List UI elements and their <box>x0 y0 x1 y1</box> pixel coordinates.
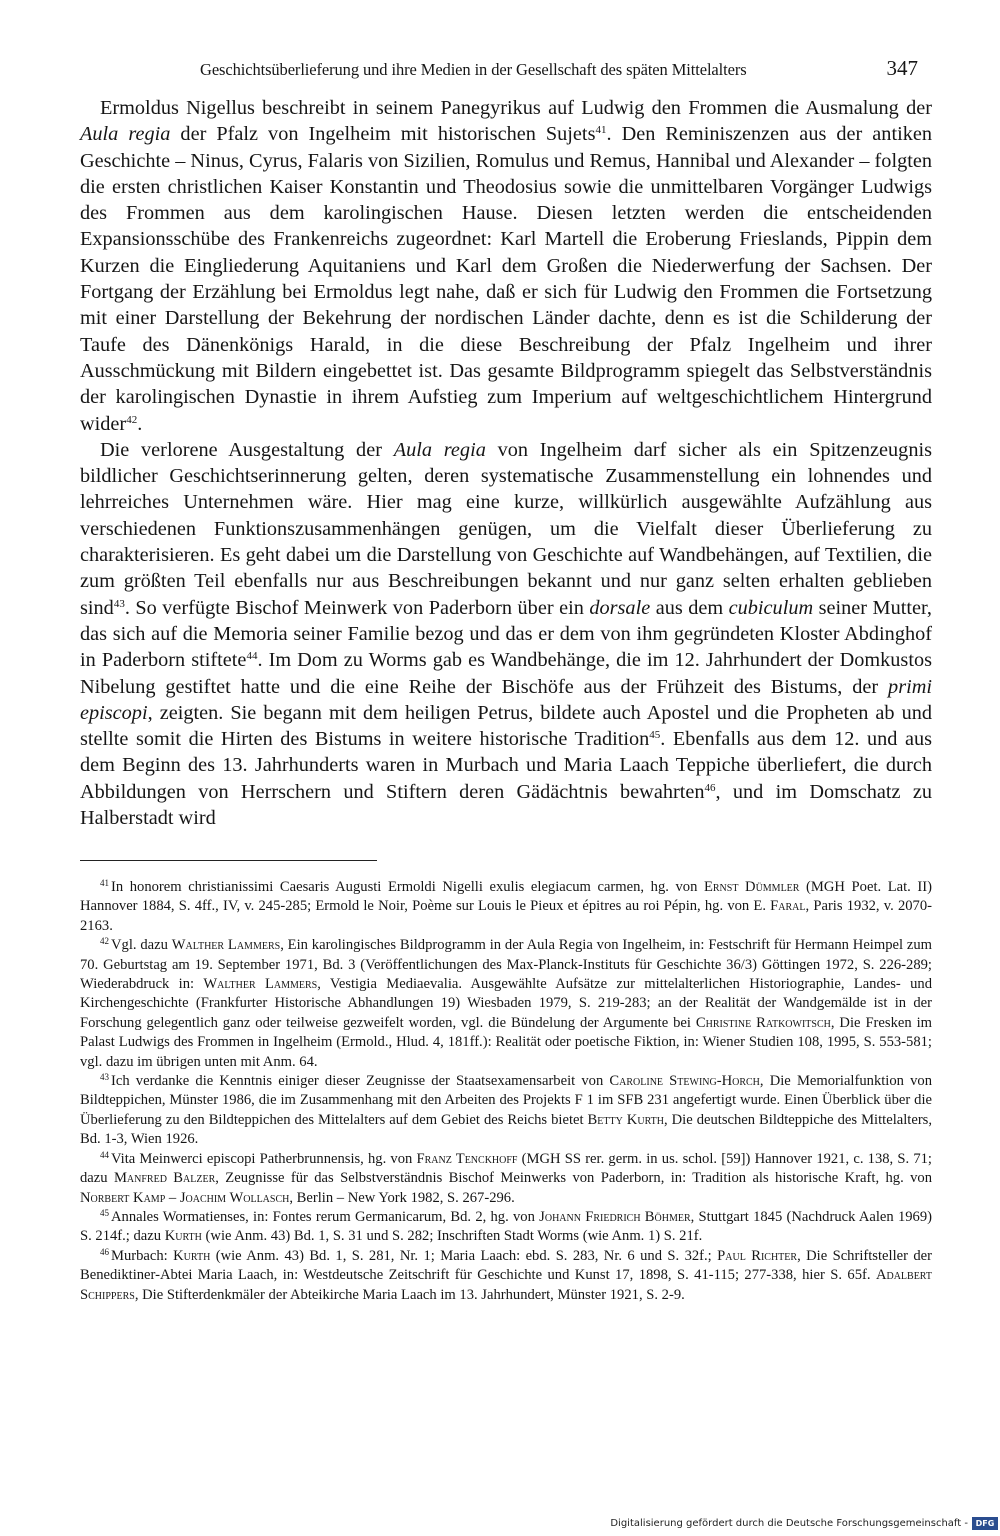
dfg-logo-icon: DFG <box>972 1517 998 1530</box>
text-segment: In honorem christianissimi Caesaris Augusti Ermoldi Nigelli exulis elegiacum carmen, hg. von <box>111 879 704 895</box>
text-segment: , Die deutschen Bildteppiche des Mittelalters, Bd. 1-3, Wien 1926. <box>80 1111 933 1148</box>
footnote-number: 41 <box>100 878 109 888</box>
text-segment: Annales Wormatienses, in: Fontes rerum Germanicarum, Bd. 2, hg. von <box>111 1208 540 1225</box>
text-segment: , Vestigia Mediaevalia. Ausgewählte Aufsätze zur mittelalterlichen Historiographie, Landes- und Kirchengeschichte (Frankfurter Historische Abhandlungen 19) Wiesbaden 1979, S. 219-283; an der Realität der Wandgemälde ist in der Forschung gelegentlich ganz oder teilweise gezweifelt worden, vgl. die Bündelung der Argumente bei <box>80 976 932 1031</box>
footnote-ref: 45 <box>649 729 661 742</box>
text-segment: Ermoldus Nigellus beschreibt in seinem Panegyrikus auf Ludwig den Frommen die Ausmalung der <box>100 97 932 119</box>
author-name: Norbert Kamp – Joachim Wollasch <box>80 1189 290 1206</box>
footnote-ref: 46 <box>704 781 716 794</box>
italic-term: primi episcopi <box>80 675 932 724</box>
author-name: Faral <box>770 898 806 915</box>
text-segment: , und im Domschatz zu Halberstadt wird <box>80 780 932 830</box>
text-segment: , Die Schriftsteller der Benediktiner-Abtei Maria Laach, in: Westdeutsche Zeitschrift für Geschichte und Kunst 17, 1898, S. 41-115; 277-338, hier S. 65f. <box>80 1247 932 1284</box>
author-name: Manfred Balzer <box>113 1170 216 1187</box>
text-segment: (wie Anm. 43) Bd. 1, S. 31 und S. 282; Inschriften Stadt Worms (wie Anm. 1) S. 21f. <box>201 1228 703 1245</box>
footnote-46 <box>80 1247 932 1305</box>
italic-term: cubiculum <box>728 596 814 619</box>
text-segment: , Die Fresken im Palast Ludwigs des Frommen in Ingelheim (Ermold., Hlud. 4, 181ff.): Realität oder poetische Fiktion, in: Wiener Studien 108, 1995, S. 553-581; vgl. dazu im übrigen unten mit Anm. 64. <box>80 1014 932 1070</box>
running-title: Geschichtsüberlieferung und ihre Medien in der Gesellschaft des späten Mittelalters <box>200 60 747 79</box>
text-segment: , Die Memorialfunktion von Bildteppichen, Münster 1986, die im Zusammenhang mit den Arbeiten des Projekts F 1 im SFB 231 angefertigt wurde. Einen Überblick über die Überlieferung zu den Bildteppichen des Mittelalters auf dem Gebiet des Reichs bietet <box>80 1073 932 1128</box>
text-segment: , Stuttgart 1845 (Nachdruck Aalen 1969) S. 214f.; dazu <box>80 1208 932 1245</box>
text-segment: von Ingelheim darf sicher als ein Spitzenzeugnis bildlicher Geschichtserinnerung gelten, deren systematische Zusammenstellung ein lohnendes und lehrreiches Unternehmen wäre. Hier mag eine kurze, willkürlich ausgewählte Aufzählung aus verschiedenen Funktionszusammenhängen genügen, um die Vielfalt dieser Überlieferung zu charakterisieren. Es geht dabei um die Darstellung von Geschichte auf Wandbehängen, auf Textilien, die zum größten Teil ebenfalls nur aus Beschreibungen bekannt und nur ganz selten erhalten geblieben sind <box>80 438 932 619</box>
footnote-ref: 42 <box>126 413 138 426</box>
text-segment: (wie Anm. 43) Bd. 1, S. 281, Nr. 1; Maria Laach: ebd. S. 283, Nr. 6 und S. 32f.; <box>210 1247 718 1264</box>
italic-term: dorsale <box>589 596 651 619</box>
page-header <box>200 56 920 86</box>
text-segment: , Paris 1932, v. 2070-2163. <box>80 898 932 934</box>
footnote-number: 44 <box>100 1149 109 1160</box>
paragraph-1 <box>80 95 932 437</box>
author-name: Walther Lammers <box>203 976 318 993</box>
footnote-44 <box>80 1150 932 1208</box>
author-name: Caroline Stewing-Horch <box>609 1073 760 1090</box>
text-segment: Die verlorene Ausgestaltung der <box>100 438 394 461</box>
footnote-separator <box>80 860 377 861</box>
italic-term: Aula regia <box>393 438 486 461</box>
author-name: Ernst Dümmler <box>703 879 800 895</box>
author-name: Kurth <box>173 1247 211 1264</box>
text-segment: der Pfalz von Ingelheim mit historischen Sujets <box>170 123 596 146</box>
author-name: Franz Tenckhoff <box>416 1150 518 1167</box>
text-segment: , Zeugnisse für das Selbstverständnis Bischof Meinwerks von Paderborn, in: Tradition als historische Kraft, hg. von <box>215 1170 932 1187</box>
footnote-45 <box>80 1208 932 1247</box>
text-segment: . Den Reminiszenzen aus der antiken Geschichte – Ninus, Cyrus, Falaris von Sizilien, Romulus und Remus, Hannibal und Alexander – folgten die ersten christlichen Kaiser Konstantin und Theodosius sowie die unmittelbaren Vorgänger Ludwigs des Frommen aus dem karolingischen Hause. Diesen letzten werden die entscheidenden Expansionsschübe des Frankenreichs zugeordnet: Karl Martell die Eroberung Frieslands, Pippin dem Kurzen die Eingliederung Aquitaniens und Karl dem Großen die Niederwerfung der Sachsen. Der Fortgang der Erzählung bei Ermoldus legt nahe, daß er sich für Ludwig den Frommen die Fortsetzung mit einer Darstellung der Bekehrung der nordischen Länder dachte, denn es ist die Schilderung der Taufe des Dänenkönigs Harald, in die diese Beschreibung der Pfalz Ingelheim und ihrer Ausschmückung mit Bildern eingebettet ist. Das gesamte Bildprogramm spiegelt das Selbstverständnis der karolingischen Dynastie in ihrem Aufstieg zum Imperium auf weltgeschichtlichem Hintergrund wider <box>80 123 932 435</box>
author-name: Adalbert Schippers <box>80 1267 932 1303</box>
footnote-41 <box>80 878 932 936</box>
author-name: Paul Richter <box>717 1247 798 1264</box>
text-segment: Vita Meinwerci episcopi Patherbrunnensis, hg. von <box>111 1150 417 1167</box>
main-text <box>80 95 932 831</box>
text-segment: (MGH SS rer. germ. in us. schol. [59]) Hannover 1921, c. 138, S. 71; dazu <box>80 1150 932 1187</box>
text-segment: , Ein karolingisches Bildprogramm in der Aula Regia von Ingelheim, in: Festschrift für Hermann Heimpel zum 70. Geburtstag am 19. September 1971, Bd. 3 (Veröffentlichungen des Max-Planck-Instituts für Geschichte 36/3) Göttingen 1972, S. 226-289; Wiederabdruck in: <box>80 937 933 993</box>
author-name: Johann Friedrich Böhmer <box>539 1208 691 1225</box>
text-segment: , Die Stifterdenkmäler der Abteikirche Maria Laach im 13. Jahrhundert, Münster 1921, S. 2-9. <box>134 1286 685 1303</box>
text-segment: aus dem <box>650 596 729 619</box>
text-segment: , Berlin – New York 1982, S. 267-296. <box>289 1189 515 1206</box>
footnote-ref: 44 <box>246 650 258 663</box>
author-name: Kurth <box>164 1228 202 1245</box>
footnote-number: 42 <box>100 936 109 947</box>
footnote-ref: 41 <box>595 124 607 137</box>
italic-term: Aula regia <box>80 123 171 146</box>
text-segment: . Ebenfalls aus dem 12. und aus dem Beginn des 13. Jahrhunderts waren in Murbach und Maria Laach Teppiche überliefert, die durch Abbildungen von Herrschern und Stiftern deren Gädächtnis bewahrten <box>80 728 933 803</box>
footnote-42 <box>80 936 932 1072</box>
footnote-43 <box>80 1072 932 1150</box>
text-segment: . <box>137 412 143 435</box>
author-name: Christine Ratkowitsch <box>695 1014 831 1031</box>
author-name: Walther Lammers <box>171 937 281 954</box>
text-segment: Vgl. dazu <box>111 937 172 954</box>
footnote-number: 43 <box>100 1072 109 1083</box>
footnote-number: 45 <box>100 1207 109 1218</box>
funding-notice: Digitalisierung gefördert durch die Deutsche Forschungsgemeinschaft - <box>610 1517 968 1529</box>
text-segment: Murbach: <box>111 1247 174 1264</box>
author-name: Betty Kurth <box>587 1111 664 1128</box>
text-segment: (MGH Poet. Lat. II) Hannover 1884, S. 4ff., IV, v. 245-285; Ermold le Noir, Poème sur Louis le Pieux et épitres au roi Pépin, hg. von E. <box>80 879 932 915</box>
text-segment: , zeigten. Sie begann mit dem heiligen Petrus, bildete auch Apostel und die Propheten ab und stellte somit die Hirten des Bistums in weitere historische Tradition <box>80 701 932 751</box>
text-segment: seiner Mutter, das sich auf die Memoria seiner Familie bezog und das er dem von ihm gegründeten Kloster Abdinghof in Paderborn stiftete <box>80 596 932 672</box>
paragraph-2 <box>80 437 932 831</box>
text-segment: . So verfügte Bischof Meinwerk von Paderborn über ein <box>124 596 590 619</box>
page-number: 347 <box>886 56 918 80</box>
footnote-ref: 43 <box>113 597 125 610</box>
text-segment: . Im Dom zu Worms gab es Wandbehänge, die im 12. Jahrhundert der Domkustos Nibelung gestiftet hatte und die eine Reihe der Bischöfe aus der Frühzeit des Bistums, der <box>80 649 932 698</box>
text-segment: Ich verdanke die Kenntnis einiger dieser Zeugnisse der Staatsexamensarbeit von <box>111 1073 610 1090</box>
footnotes <box>80 878 932 1305</box>
footnote-number: 46 <box>100 1246 109 1257</box>
digitization-footer <box>600 1512 1000 1534</box>
